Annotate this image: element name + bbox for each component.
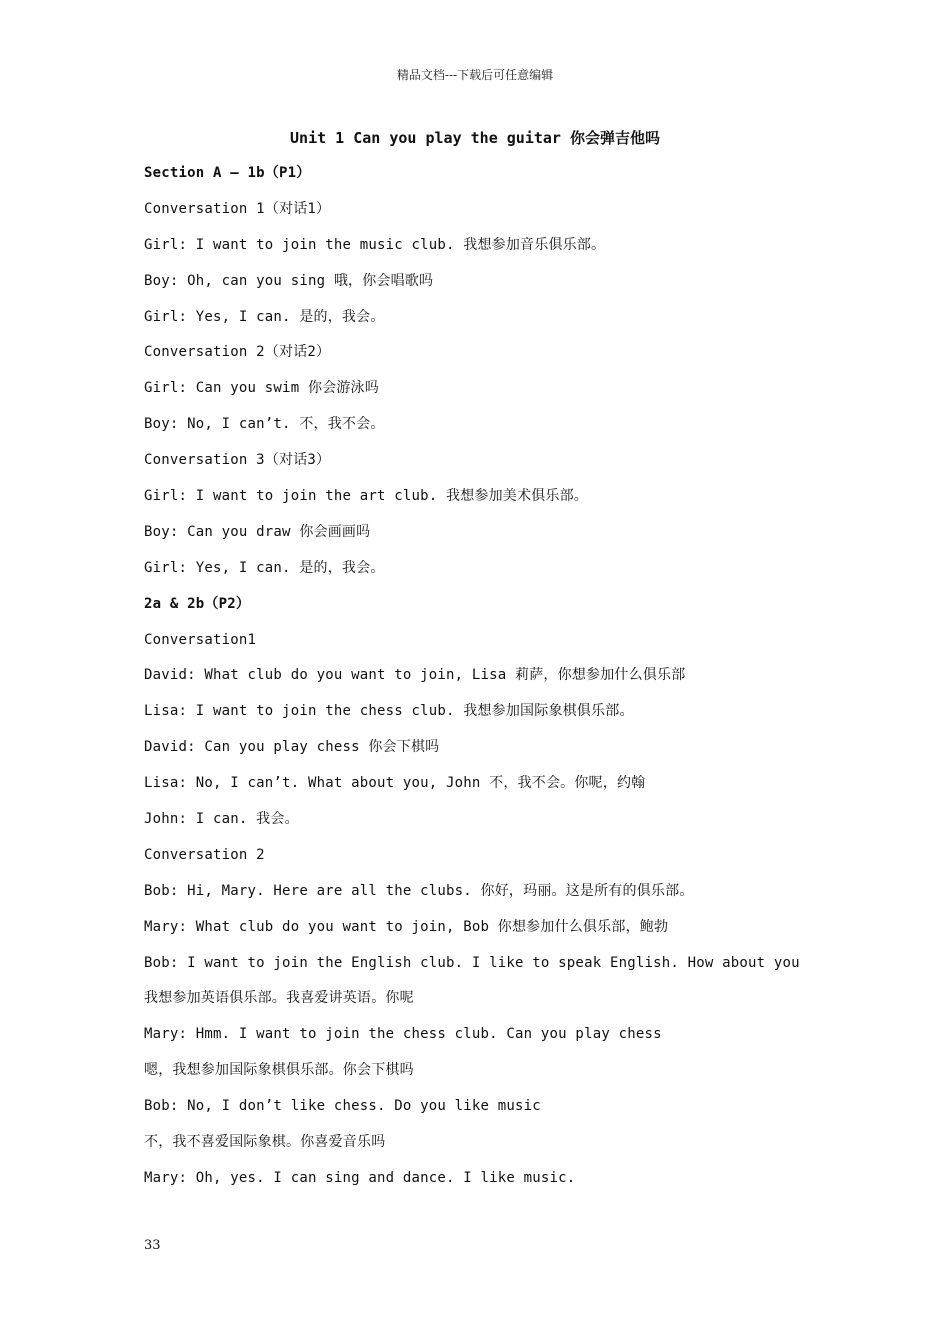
dialogue-line: 我想参加英语俱乐部。我喜爱讲英语。你呢 (144, 990, 414, 1007)
dialogue-line: Mary: Oh, yes. I can sing and dance. I like music. (144, 1169, 576, 1186)
page-header: 精品文档---下载后可任意编辑 (396, 68, 554, 82)
section-heading: Section A — 1b（P1） (144, 165, 311, 181)
dialogue-line: Girl: I want to join the art club. 我想参加美术俱乐部。 (144, 488, 589, 505)
dialogue-line: Conversation 1（对话1） (144, 200, 331, 217)
dialogue-line: Conversation1 (144, 631, 257, 648)
dialogue-line: Bob: I want to join the English club. I like to speak English. How about you (144, 954, 800, 971)
dialogue-body (144, 162, 844, 1203)
dialogue-line: Lisa: No, I can’t. What about you, John 不，我不会。你呢，约翰 (144, 775, 646, 792)
dialogue-line: Girl: Can you swim 你会游泳吗 (144, 380, 379, 397)
dialogue-line: David: What club do you want to join, Lisa 莉萨，你想参加什么俱乐部 (144, 667, 686, 684)
dialogue-line: John: I can. 我会。 (144, 811, 299, 828)
dialogue-line: Mary: What club do you want to join, Bob 你想参加什么俱乐部，鲍勃 (144, 918, 669, 935)
dialogue-line: Boy: Oh, can you sing 哦，你会唱歌吗 (144, 272, 434, 289)
dialogue-line: Mary: Hmm. I want to join the chess club. Can you play chess (144, 1026, 662, 1043)
dialogue-line: Conversation 2（对话2） (144, 344, 331, 361)
section-heading: 2a & 2b（P2） (144, 595, 251, 612)
dialogue-line: David: Can you play chess 你会下棋吗 (144, 739, 440, 756)
dialogue-line: Girl: I want to join the music club. 我想参加音乐俱乐部。 (144, 236, 606, 253)
dialogue-line: 嗯，我想参加国际象棋俱乐部。你会下棋吗 (144, 1062, 414, 1079)
page-number: 33 (144, 1238, 161, 1253)
dialogue-line: Conversation 3（对话3） (144, 452, 331, 469)
dialogue-line: 不，我不喜爱国际象棋。你喜爱音乐吗 (144, 1134, 386, 1151)
dialogue-line: Girl: Yes, I can. 是的，我会。 (144, 308, 385, 325)
dialogue-line: Bob: No, I don’t like chess. Do you like music (144, 1098, 541, 1115)
document-title: Unit 1 Can you play the guitar 你会弹吉他吗 (290, 129, 660, 147)
dialogue-line: Boy: Can you draw 你会画画吗 (144, 523, 371, 540)
dialogue-line: Girl: Yes, I can. 是的，我会。 (144, 559, 385, 576)
dialogue-line: Lisa: I want to join the chess club. 我想参加国际象棋俱乐部。 (144, 703, 634, 720)
dialogue-line: Bob: Hi, Mary. Here are all the clubs. 你好，玛丽。这是所有的俱乐部。 (144, 882, 694, 899)
dialogue-line: Boy: No, I can’t. 不，我不会。 (144, 416, 385, 433)
dialogue-line: Conversation 2 (144, 846, 265, 863)
